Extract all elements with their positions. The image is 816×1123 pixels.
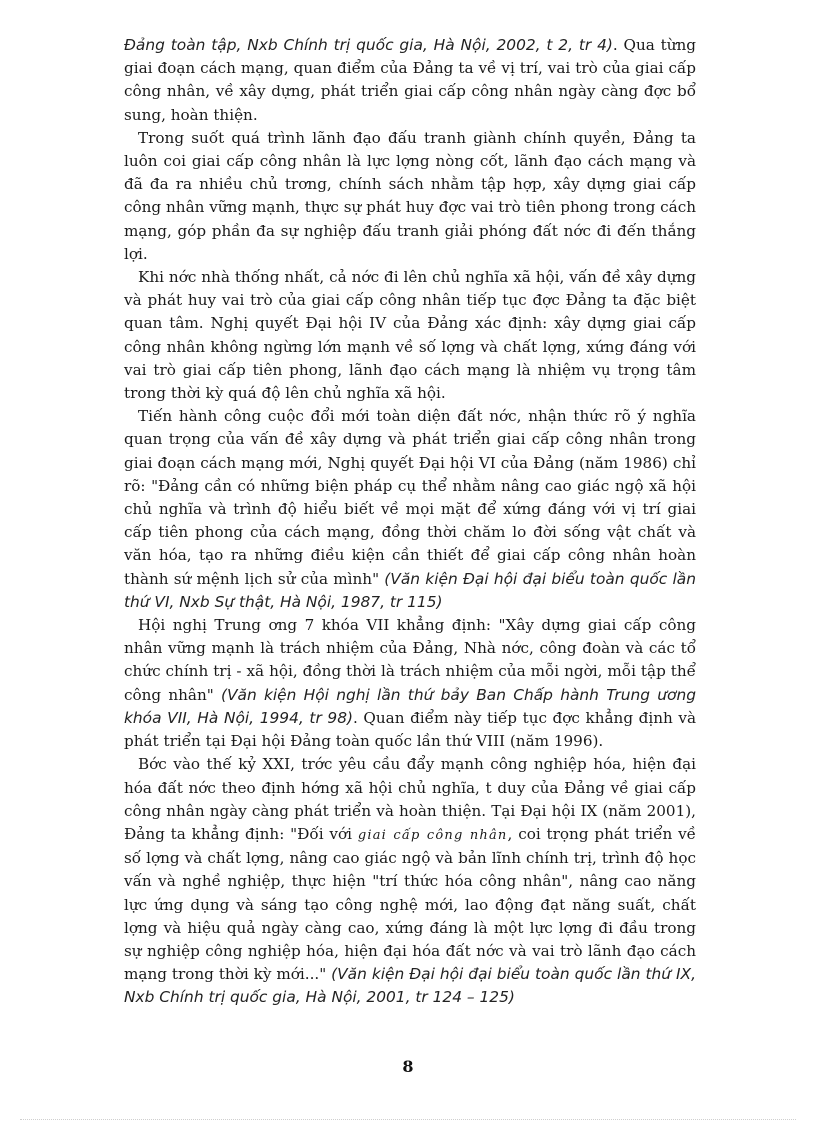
emphasized-term: giai cấp công nhân: [357, 827, 508, 843]
footer-divider: [20, 1119, 796, 1120]
page-number: 8: [402, 1057, 414, 1076]
paragraph-text: Tiến hành công cuộc đổi mới toàn diện đất nớc, nhận thức rõ ý nghĩa quan trọng của vấn đề xây dựng và phát triển giai cấp công nhân trong giai đoạn cách mạng mới, Nghị quyết Đại hội VI của Đảng (năm 1986) chỉ rõ: "Đảng cần có những biện pháp cụ thể nhằm nâng cao giác ngộ xã hội chủ nghĩa và trình độ hiểu biết về mọi mặt để xứng đáng với vị trí giai cấp tiên phong của cách mạng, đồng thời chăm lo đời sống vật chất và văn hóa, tạo ra những điều kiện cần thiết để giai cấp công nhân hoàn thành sứ mệnh lịch sử của mình": [124, 407, 696, 588]
paragraph-text: . Qua từng giai đoạn cách mạng, quan điểm của Đảng ta về vị trí, vai trò của giai cấp công nhân, về xây dựng, phát triển giai cấp công nhân ngày càng đợc bổ sung, hoàn thiện.: [124, 36, 696, 124]
paragraph-6: [124, 753, 696, 1009]
paragraph-3: [124, 266, 696, 405]
paragraph-text: Trong suốt quá trình lãnh đạo đấu tranh giành chính quyền, Đảng ta luôn coi giai cấp công nhân là lực lợng nòng cốt, lãnh đạo cách mạng và đã đa ra nhiều chủ trơng, chính sách nhằm tập hợp, xây dựng giai cấp công nhân vững mạnh, thực sự phát huy đợc vai trò tiên phong trong cách mạng, góp phần đa sự nghiệp đấu tranh giải phóng đất nớc đi đến thắng lợi.: [124, 128, 696, 263]
paragraph-text: Bớc vào thế kỷ XXI, trớc yêu cầu đẩy mạnh công nghiệp hóa, hiện đại hóa đất nớc theo định hớng xã hội chủ nghĩa, t duy của Đảng về giai cấp công nhân ngày càng phát triển và hoàn thiện. Tại Đại hội IX (năm 2001), Đảng ta khẳng định: "Đối với: [124, 755, 696, 843]
paragraph-2: [124, 127, 696, 266]
paragraph-1: [124, 34, 696, 127]
citation: (Văn kiện Đại hội đại biểu toàn quốc lần thứ VI, Nxb Sự thật, Hà Nội, 1987, tr 115): [124, 569, 696, 611]
paragraph-text: Khi nớc nhà thống nhất, cả nớc đi lên chủ nghĩa xã hội, vấn đề xây dựng và phát huy vai trò của giai cấp công nhân tiếp tục đợc Đảng ta đặc biệt quan tâm. Nghị quyết Đại hội IV của Đảng xác định: xây dựng giai cấp công nhân không ngừng lớn mạnh về số lợng và chất lợng, xứng đáng với vai trò giai cấp tiên phong, lãnh đạo cách mạng là nhiệm vụ trọng tâm trong thời kỳ quá độ lên chủ nghĩa xã hội.: [124, 268, 696, 403]
paragraph-text-continued: . Quan điểm này tiếp tục đợc khẳng định và phát triển tại Đại hội Đảng toàn quốc lần thứ VIII (năm 1996).: [124, 708, 696, 751]
citation: (Văn kiện Đại hội đại biểu toàn quốc lần thứ IX, Nxb Chính trị quốc gia, Hà Nội, 2001, tr 124 – 125): [124, 965, 696, 1007]
body-text: [124, 34, 696, 1010]
paragraph-4: [124, 405, 696, 614]
paragraph-text: Hội nghị Trung ơng 7 khóa VII khẳng định: "Xây dựng giai cấp công nhân vững mạnh là trách nhiệm của Đảng, Nhà nớc, công đoàn và các tổ chức chính trị - xã hội, đồng thời là trách nhiệm của mỗi ngời, mỗi tập thể công nhân": [124, 616, 696, 704]
citation: Đảng toàn tập, Nxb Chính trị quốc gia, Hà Nội, 2002, t 2, tr 4): [124, 36, 613, 54]
paragraph-text-continued: , coi trọng phát triển về số lợng và chất lợng, nâng cao giác ngộ và bản lĩnh chính trị, trình độ học vấn và nghề nghiệp, thực hiện "trí thức hóa công nhân", nâng cao năng lực ứng dụng và sáng tạo công nghệ mới, lao động đạt năng suất, chất lợng và hiệu quả ngày càng cao, xứng đáng là một lực lợng đi đầu trong sự nghiệp công nghiệp hóa, hiện đại hóa đất nớc và vai trò lãnh đạo cách mạng trong thời kỳ mới...": [124, 824, 697, 984]
citation: (Văn kiện Hội nghị lần thứ bảy Ban Chấp hành Trung ương khóa VII, Hà Nội, 1994, tr 98): [124, 685, 696, 727]
paragraph-5: [124, 614, 696, 753]
